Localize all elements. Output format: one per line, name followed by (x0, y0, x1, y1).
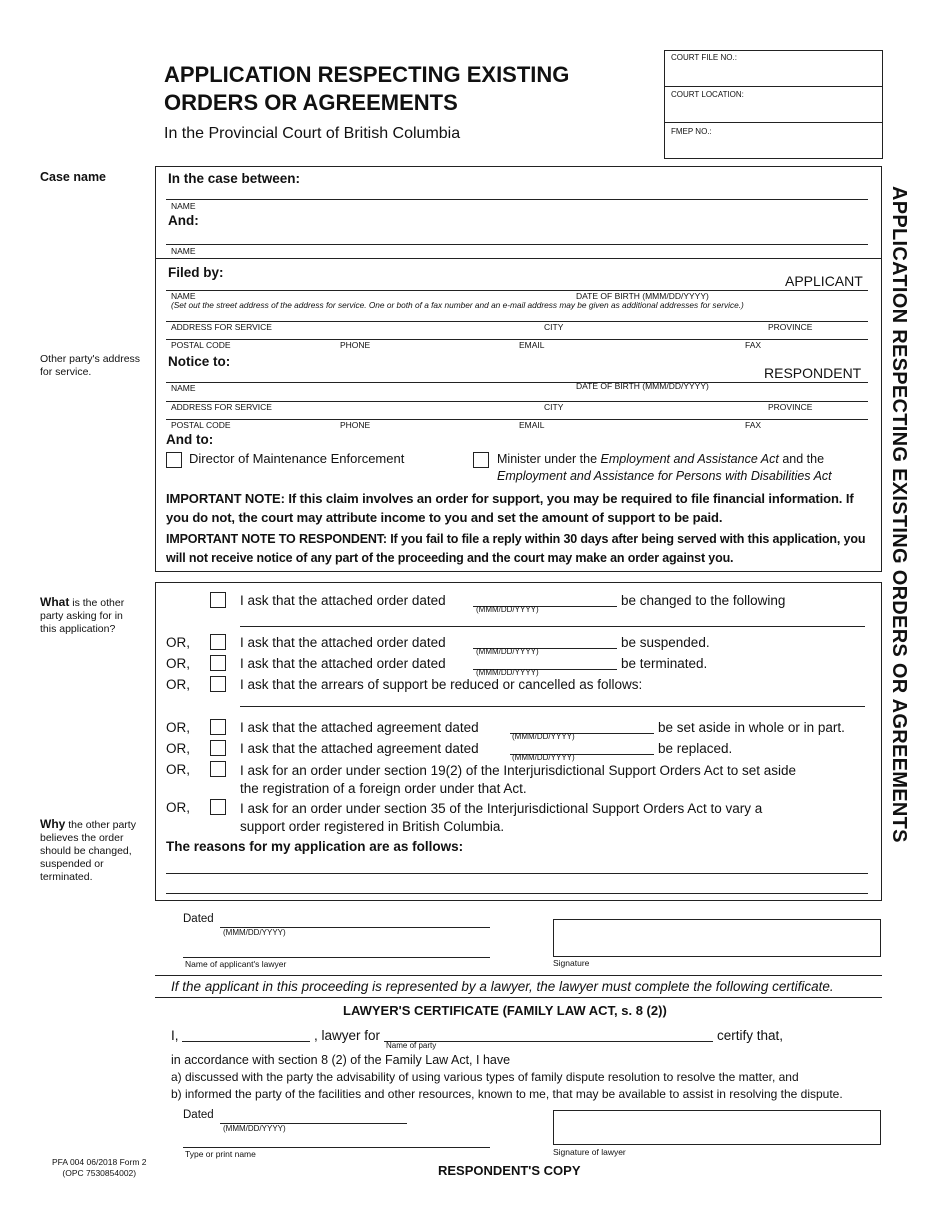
case-name-1-field[interactable] (166, 184, 868, 199)
request-isoa-35-line-1: I ask for an order under section 35 of the Interjurisdictional Support Orders Act to vary a (240, 801, 763, 816)
case-and-heading: And: (168, 213, 199, 228)
request-arrears-text: I ask that the arrears of support be reduced or cancelled as follows: (240, 677, 643, 692)
respondent-address-label: ADDRESS FOR SERVICE (171, 402, 272, 412)
lawyer-name-field[interactable] (183, 942, 490, 957)
applicant-name-label: NAME (171, 291, 196, 301)
applicant-contact-field[interactable] (166, 325, 868, 339)
cert-certify-label: certify that, (717, 1028, 784, 1043)
request-isoa-35-checkbox[interactable] (210, 799, 226, 815)
request-isoa-19-checkbox[interactable] (210, 761, 226, 777)
director-checkbox[interactable] (166, 452, 182, 468)
lawyer-signature-label: Signature of lawyer (553, 1147, 626, 1157)
respondent-name-label: NAME (171, 383, 196, 393)
respondent-note: IMPORTANT NOTE TO RESPONDENT: If you fail to file a reply within 30 days after being served with this application, you will not receive notice of any part of the proceeding and the court may make an order against you. (166, 532, 866, 565)
case-name-2-field[interactable] (206, 228, 868, 243)
title-line-2: ORDERS OR AGREEMENTS (164, 90, 458, 115)
respondent-city-label: CITY (544, 402, 564, 412)
reasons-heading: The reasons for my application are as follows: (166, 839, 464, 854)
respondent-name-field[interactable] (166, 366, 756, 381)
request-set-aside-text: I ask that the attached agreement dated (240, 720, 479, 735)
applicant-phone-label: PHONE (340, 340, 371, 350)
request-replace-checkbox[interactable] (210, 740, 226, 756)
request-change-checkbox[interactable] (210, 592, 226, 608)
applicant-dob-label: DATE OF BIRTH (MMM/DD/YYYY) (576, 291, 709, 301)
cert-dated-label: Dated (183, 1109, 214, 1121)
certificate-title: LAWYER'S CERTIFICATE (FAMILY LAW ACT, s. 8 (2)) (343, 1003, 667, 1018)
filed-by-heading: Filed by: (168, 265, 224, 280)
request-terminate-text: I ask that the attached order dated (240, 656, 446, 671)
lawyer-name-label: Name of applicant's lawyer (185, 959, 287, 969)
other-party-address-label: Other party's address for service. (40, 353, 141, 378)
request-terminate-tail: be terminated. (621, 656, 708, 671)
applicant-fax-label: FAX (745, 340, 762, 350)
request-suspend-date-field[interactable] (473, 634, 617, 648)
minister-mid: and the (778, 452, 825, 466)
form-title (164, 61, 569, 117)
reasons-field-2[interactable] (166, 877, 868, 893)
date-hint-5: (MMM/DD/YYYY) (512, 732, 575, 741)
applicant-province-label: PROVINCE (768, 322, 813, 332)
or-label-4: OR, (166, 677, 191, 692)
minister-prefix: Minister under the (497, 452, 601, 466)
or-label-7: OR, (166, 762, 191, 777)
form-id-line: PFA 004 06/2018 Form 2 (52, 1157, 147, 1167)
cert-party-name-hint: Name of party (386, 1041, 437, 1050)
request-isoa-19-line-1: I ask for an order under section 19(2) of the Interjurisdictional Support Orders Act to set aside (240, 763, 797, 778)
applicant-postal-label: POSTAL CODE (171, 340, 231, 350)
court-file-label: COURT FILE NO.: (671, 53, 737, 62)
cert-party-name-field[interactable] (384, 1026, 713, 1041)
applicant-signature-box[interactable] (553, 919, 881, 957)
court-file-field[interactable] (668, 64, 879, 84)
respondent-contact-field[interactable] (166, 405, 868, 419)
request-change-text: I ask that the attached order dated (240, 593, 446, 608)
court-location-field[interactable] (668, 100, 879, 120)
court-subtitle: In the Provincial Court of British Columbia (164, 125, 461, 142)
cert-lawyer-for-label: , lawyer for (314, 1028, 381, 1043)
copy-label: RESPONDENT'S COPY (438, 1163, 581, 1178)
important-note: IMPORTANT NOTE: If this claim involves an order for support, you may be required to file financial information. If you do not, the court may attribute income to you and set the amount of support to be paid. (166, 491, 854, 525)
respondent-postal-label: POSTAL CODE (171, 420, 231, 430)
request-replace-tail: be replaced. (658, 741, 733, 756)
what-rest: is the other party asking for in this application? (40, 597, 125, 635)
dated-label: Dated (183, 913, 214, 925)
cert-print-name-field[interactable] (183, 1132, 490, 1147)
cert-i-label: I, (171, 1028, 179, 1043)
respondent-phone-label: PHONE (340, 420, 371, 430)
respondent-province-label: PROVINCE (768, 402, 813, 412)
case-name-2-label: NAME (171, 246, 196, 256)
cert-dated-field[interactable] (220, 1108, 407, 1123)
what-bold: What (40, 595, 70, 609)
applicant-address-field[interactable] (166, 307, 868, 321)
cert-item-b: b) informed the party of the facilities and other resources, known to me, that may be available to assist in resolving the dispute. (171, 1087, 843, 1101)
side-title: APPLICATION RESPECTING EXISTING ORDERS OR AGREEMENTS (888, 186, 910, 843)
cert-item-a: a) discussed with the party the advisability of using various types of family dispute resolution to resolve the matter, and (171, 1070, 799, 1084)
date-hint-6: (MMM/DD/YYYY) (512, 753, 575, 762)
cert-accordance: in accordance with section 8 (2) of the Family Law Act, I have (171, 1053, 511, 1067)
request-arrears-checkbox[interactable] (210, 676, 226, 692)
request-suspend-checkbox[interactable] (210, 634, 226, 650)
request-replace-date-field[interactable] (510, 740, 654, 754)
request-isoa-35-text (240, 800, 762, 836)
request-set-aside-date-field[interactable] (510, 719, 654, 733)
date-hint-2: (MMM/DD/YYYY) (476, 647, 539, 656)
minister-checkbox[interactable] (473, 452, 489, 468)
request-terminate-date-field[interactable] (473, 655, 617, 669)
request-set-aside-tail: be set aside in whole or in part. (658, 720, 845, 735)
request-suspend-tail: be suspended. (621, 635, 710, 650)
request-isoa-19-line-2: the registration of a foreign order under that Act. (240, 781, 527, 796)
cert-print-name-label: Type or print name (185, 1149, 256, 1159)
applicant-address-label: ADDRESS FOR SERVICE (171, 322, 272, 332)
cert-dated-hint: (MMM/DD/YYYY) (223, 1124, 286, 1133)
respondent-dob-label: DATE OF BIRTH (MMM/DD/YYYY) (576, 381, 709, 391)
applicant-signature-label: Signature (553, 958, 590, 968)
court-location-label: COURT LOCATION: (671, 90, 744, 99)
fmep-field[interactable] (668, 136, 879, 156)
case-name-1-label: NAME (171, 201, 196, 211)
respondent-email-label: EMAIL (519, 420, 545, 430)
why-label (40, 818, 145, 884)
request-terminate-checkbox[interactable] (210, 655, 226, 671)
or-label-2: OR, (166, 635, 191, 650)
applicant-name-field[interactable] (166, 274, 766, 289)
minister-label (497, 451, 832, 485)
request-change-date-field[interactable] (473, 592, 617, 606)
or-label-6: OR, (166, 741, 191, 756)
notice-to-heading: Notice to: (168, 354, 231, 369)
form-id (52, 1157, 147, 1179)
case-name-label: Case name (40, 170, 107, 184)
minister-act-1: Employment and Assistance Act (600, 452, 779, 466)
request-change-details-field[interactable] (240, 612, 865, 626)
or-label-3: OR, (166, 656, 191, 671)
why-bold: Why (40, 817, 66, 831)
or-label-8: OR, (166, 800, 191, 815)
applicant-email-label: EMAIL (519, 340, 545, 350)
request-isoa-35-line-2: support order registered in British Columbia. (240, 819, 505, 834)
applicant-role: APPLICANT (785, 273, 863, 289)
reasons-field-1[interactable] (166, 856, 868, 873)
what-label (40, 596, 140, 636)
request-isoa-19-text (240, 762, 796, 798)
or-label-5: OR, (166, 720, 191, 735)
fmep-label: FMEP NO.: (671, 127, 712, 136)
address-instruction: (Set out the street address of the address for service. One or both of a fax number and an e-mail address may be given as additional addresses for service.) (171, 300, 744, 310)
dated-field[interactable] (220, 912, 490, 927)
title-line-1: APPLICATION RESPECTING EXISTING (164, 62, 570, 87)
minister-act-2: Employment and Assistance for Persons with Disabilities Act (497, 469, 832, 483)
request-replace-text: I ask that the attached agreement dated (240, 741, 479, 756)
certificate-intro: If the applicant in this proceeding is represented by a lawyer, the lawyer must complete the following certificate. (171, 979, 834, 994)
request-change-tail: be changed to the following (621, 593, 786, 608)
director-label: Director of Maintenance Enforcement (189, 451, 405, 466)
lawyer-signature-box[interactable] (553, 1110, 881, 1145)
case-between-heading: In the case between: (168, 171, 301, 186)
cert-lawyer-name-field[interactable] (182, 1026, 310, 1041)
dated-hint: (MMM/DD/YYYY) (223, 928, 286, 937)
date-hint-1: (MMM/DD/YYYY) (476, 605, 539, 614)
applicant-city-label: CITY (544, 322, 564, 332)
request-arrears-details-field[interactable] (240, 692, 865, 706)
respondent-role: RESPONDENT (764, 365, 862, 381)
date-hint-3: (MMM/DD/YYYY) (476, 668, 539, 677)
respondent-address-field[interactable] (166, 387, 868, 401)
request-set-aside-checkbox[interactable] (210, 719, 226, 735)
why-rest: the other party believes the order should be changed, suspended or terminated. (40, 819, 136, 883)
and-to-heading: And to: (166, 432, 214, 447)
respondent-fax-label: FAX (745, 420, 762, 430)
form-opc-line: (OPC 7530854002) (62, 1168, 137, 1178)
request-suspend-text: I ask that the attached order dated (240, 635, 446, 650)
